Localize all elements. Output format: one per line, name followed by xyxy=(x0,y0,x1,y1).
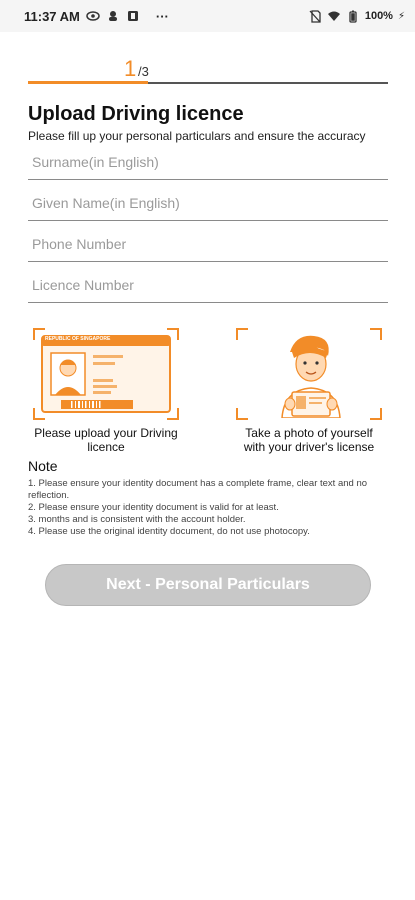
notification-icon xyxy=(126,9,140,23)
frame-corner xyxy=(370,328,382,340)
note-item: 3. months and is consistent with the account holder. xyxy=(28,514,246,525)
selfie-upload-card[interactable] xyxy=(236,328,382,454)
status-time: 11:37 AM xyxy=(24,8,80,24)
note-item: 4. Please use the original identity document, do not use photocopy. xyxy=(28,526,310,537)
next-personal-particulars-button[interactable]: Next - Personal Particulars xyxy=(45,564,371,606)
licence-caption-line: licence xyxy=(87,440,125,454)
page-title: Upload Driving licence xyxy=(28,103,244,125)
status-bar xyxy=(0,0,415,32)
frame-corner xyxy=(370,408,382,420)
note-item: 2. Please ensure your identity document is valid for at least. xyxy=(28,502,279,513)
phone-number-input[interactable] xyxy=(28,236,388,252)
phone-field-container xyxy=(28,226,388,262)
selfie-caption-line: with your driver's license xyxy=(243,440,375,454)
no-sim-icon xyxy=(308,9,322,23)
progress-current-step: 1 xyxy=(124,56,137,81)
frame-corner xyxy=(236,328,248,340)
note-list xyxy=(28,478,388,538)
licence-card-header: REPUBLIC OF SINGAPORE xyxy=(45,336,111,342)
licence-field-container xyxy=(28,267,388,303)
selfie-upload-frame[interactable] xyxy=(236,328,382,420)
charging-icon: ⚡ xyxy=(397,10,405,22)
surname-field-container xyxy=(28,144,388,180)
note-title: Note xyxy=(28,458,58,474)
driving-licence-illustration xyxy=(41,335,171,413)
more-notifications-icon: ··· xyxy=(155,8,169,24)
battery-percent: 100% xyxy=(364,10,393,22)
battery-icon xyxy=(346,9,360,23)
progress-fill xyxy=(28,81,148,84)
licence-upload-frame[interactable] xyxy=(33,328,179,420)
page-subtitle: Please fill up your personal particulars and ensure the accuracy xyxy=(28,129,366,143)
given-name-input[interactable] xyxy=(28,195,388,211)
frame-corner xyxy=(236,408,248,420)
upload-licence-card[interactable] xyxy=(33,328,179,454)
licence-upload-caption xyxy=(34,426,177,454)
progress-total-steps: /3 xyxy=(138,64,149,79)
sync-icon xyxy=(86,9,100,23)
person-holding-licence-illustration xyxy=(276,332,346,418)
selfie-caption-line: Take a photo of yourself xyxy=(245,426,373,440)
licence-number-input[interactable] xyxy=(28,277,388,293)
licence-caption-line: Please upload your Driving xyxy=(34,426,178,440)
step-progress xyxy=(28,56,388,84)
note-item: 1. Please ensure your identity document has a complete frame, clear text and no reflection. xyxy=(28,478,368,501)
wifi-icon xyxy=(327,9,341,23)
surname-input[interactable] xyxy=(28,154,388,170)
given-name-field-container xyxy=(28,185,388,221)
assistant-icon xyxy=(106,9,120,23)
selfie-upload-caption xyxy=(244,426,374,454)
